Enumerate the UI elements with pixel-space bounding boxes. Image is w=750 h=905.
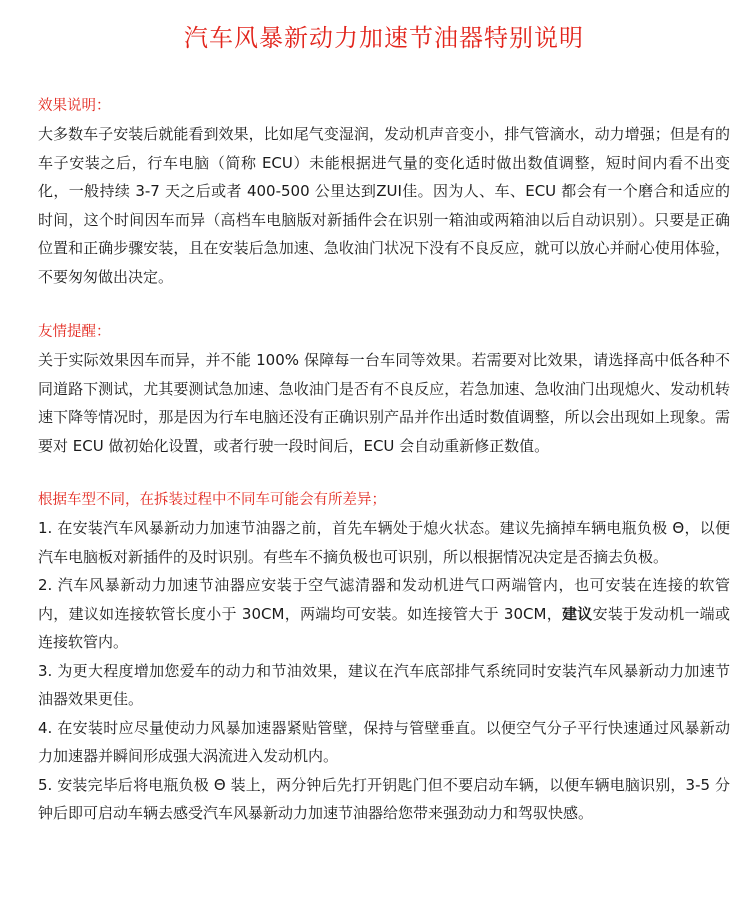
reminder-heading: 友情提醒： [38,324,111,340]
installation-step-3: 3. 为更大程度增加您爱车的动力和节油效果，建议在汽车底部排气系统同时安装汽车风暴新动力加速节油器效果更佳。 [38,661,730,708]
effect-paragraph: 大多数车子安装后就能看到效果，比如尾气变湿润，发动机声音变小，排气管滴水，动力增强；但是有的车子安装之后，行车电脑（简称 ECU）未能根据进气量的变化适时做出数值调整，短时间内看不出变化，一般持续 3-7 天之后或者 400-500 公里达到ZUI佳。因为人、车、ECU 都会有一个磨合和适应的时间，这个时间因车而异（高档车电脑版对新插件会在识别一箱油或两箱油以后自动识别）。只要是正确位置和正确步骤安装，且在安装后急加速、急收油门状况下没有不良反应，就可以放心并耐心使用体验，不要匆匆做出决定。 [38,125,730,286]
reminder-paragraph: 关于实际效果因车而异，并不能 100% 保障每一台车同等效果。若需要对比效果，请选择高中低各种不同道路下测试，尤其要测试急加速、急收油门是否有不良反应，若急加速、急收油门出现熄火、发动机转速下降等情况时，那是因为行车电脑还没有正确识别产品并作出适时数值调整，所以会出现如上现象。需要对 ECU 做初始化设置，或者行驶一段时间后，ECU 会自动重新修正数值。 [38,351,730,455]
installation-step-1: 1. 在安装汽车风暴新动力加速节油器之前，首先车辆处于熄火状态。建议先摘掉车辆电瓶负极 Θ，以便汽车电脑板对新插件的及时识别。有些车不摘负极也可识别，所以根据情况决定是否摘去负极。 [38,519,730,566]
installation-step-2-text-after: 安装于发动机一端或连接软管内。 [38,604,730,651]
effect-heading: 效果说明： [38,98,111,114]
installation-step-2 [38,571,730,657]
installation-step-5: 5. 安装完毕后将电瓶负极 Θ 装上，两分钟后先打开钥匙门但不要启动车辆，以便车辆电脑识别，3-5 分钟后即可启动车辆去感受汽车风暴新动力加速节油器给您带来强劲动力和驾驭快感。 [38,775,730,822]
installation-step-2-bold-word: 建议 [562,604,593,623]
installation-section [38,486,730,828]
installation-heading: 根据车型不同，在拆装过程中不同车可能会有所差异； [38,492,386,508]
reminder-section [38,318,730,460]
page-title: 汽车风暴新动力加速节油器特别说明 [184,24,584,52]
installation-step-4: 4. 在安装时应尽量使动力风暴加速器紧贴管壁，保持与管壁垂直。以便空气分子平行快速通过风暴新动力加速器并瞬间形成强大涡流进入发动机内。 [38,718,730,765]
effect-section [38,92,730,291]
installation-step-2-text-before: 2. 汽车风暴新动力加速节油器应安装于空气滤清器和发动机进气口两端管内，也可安装在连接的软管内，建议如连接软管长度小于 30CM，两端均可安装。如连接管大于 30CM， [38,576,730,623]
